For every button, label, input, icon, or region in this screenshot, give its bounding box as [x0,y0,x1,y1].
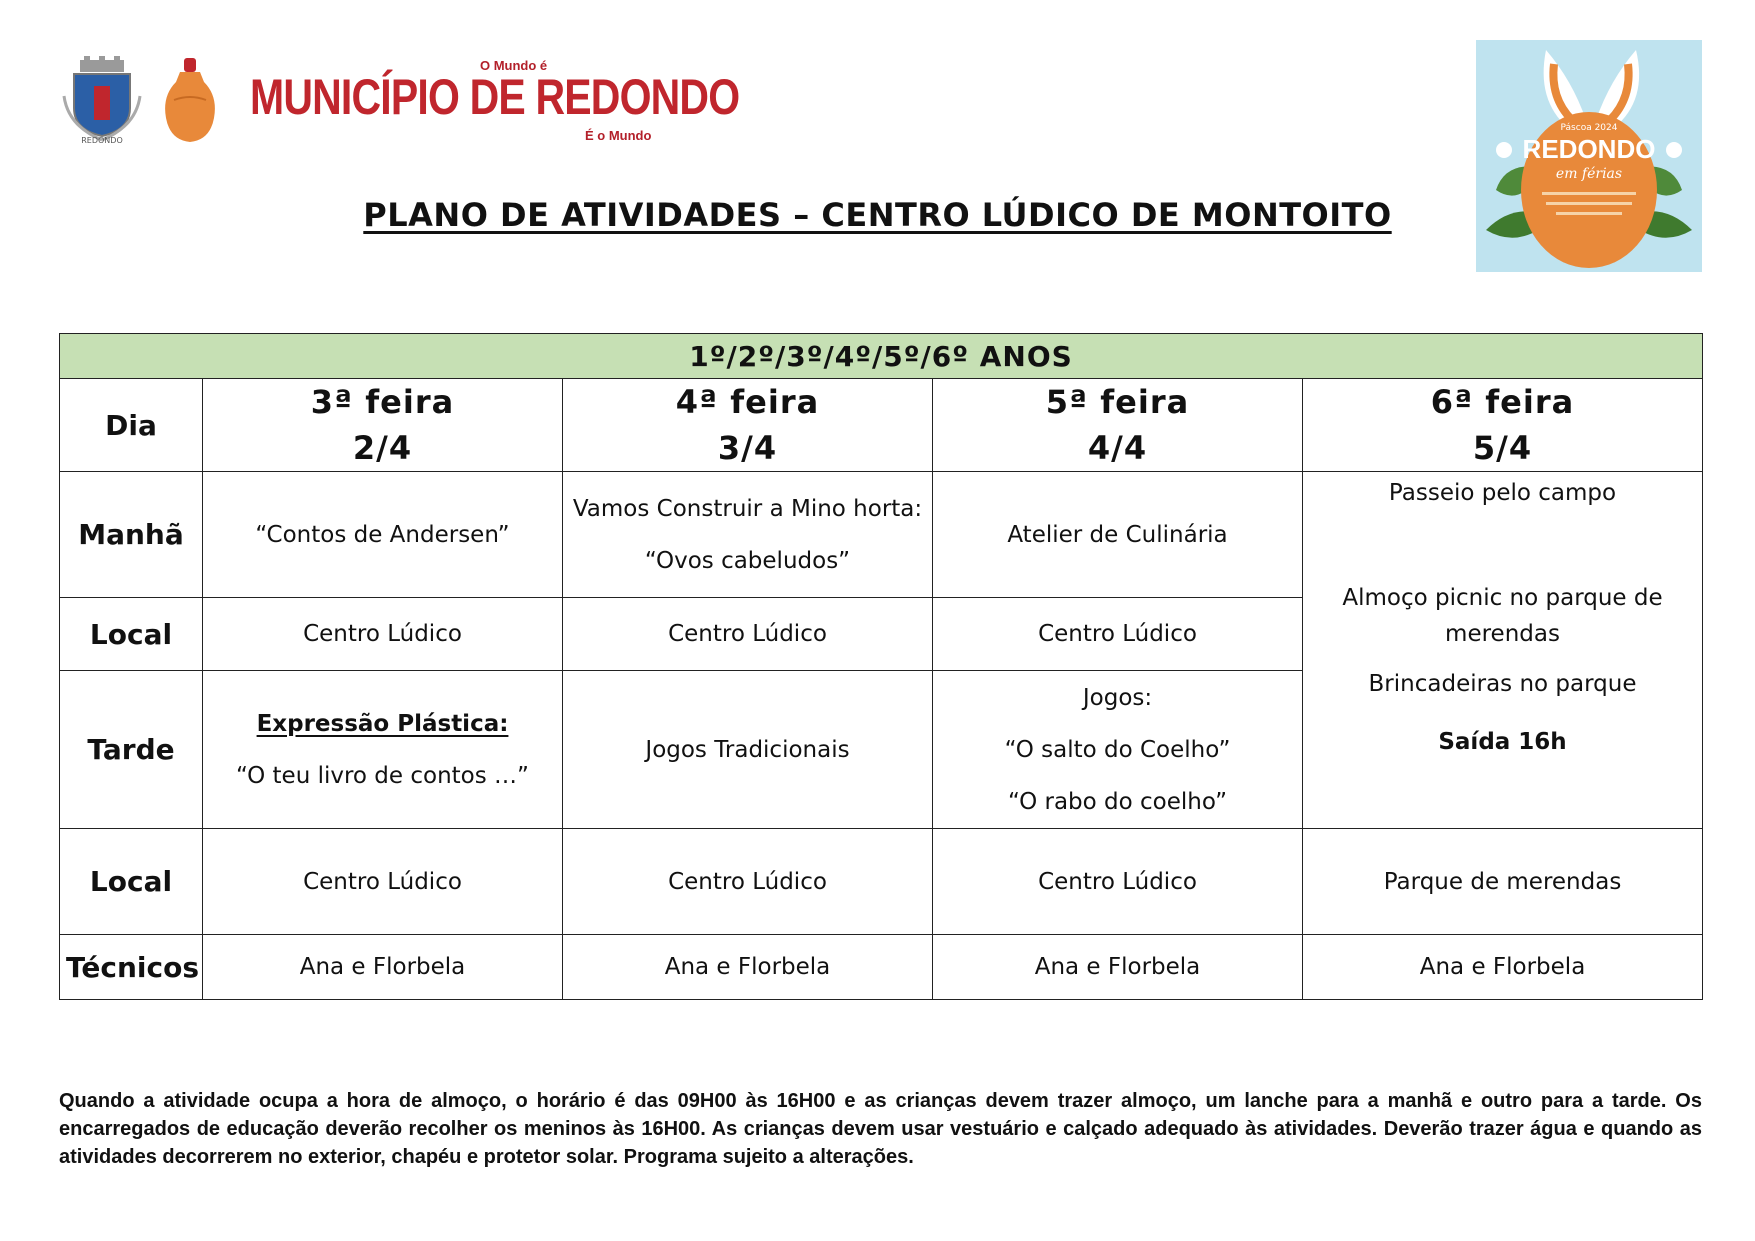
crest-caption: REDONDO [81,136,123,144]
brand-tagline-bottom: É o Mundo [585,128,652,143]
day-date: 4/4 [1087,429,1148,467]
brand-name: MUNICÍPIO DE REDONDO [250,69,740,125]
activity-text: “O teu livro de contos …” [236,762,529,789]
poster-title: REDONDO [1522,134,1656,164]
day-date: 2/4 [352,429,413,467]
activity-text: Atelier de Culinária [1007,521,1228,548]
friday-line: Passeio pelo campo [1388,480,1617,506]
local-cell: Centro Lúdico [203,829,563,935]
activity-text: “Ovos cabeludos” [644,547,851,574]
day-header [563,379,933,472]
day-date: 5/4 [1472,429,1533,467]
activity-text: “O rabo do coelho” [1007,788,1228,815]
row-label-local: Local [60,829,203,935]
local-cell: Parque de merendas [1303,829,1703,935]
tarde-cell [933,671,1303,829]
poster-subtitle: em férias [1555,166,1623,182]
activity-text: Jogos Tradicionais [645,736,850,763]
day-name: 3ª feira [310,383,455,421]
activity-text: “O salto do Coelho” [1004,736,1231,763]
friday-line: Brincadeiras no parque [1368,671,1637,697]
day-name: 5ª feira [1045,383,1190,421]
municipal-crest-logo [58,56,146,144]
manha-cell [203,472,563,598]
easter-holiday-poster [1476,40,1702,272]
day-name: 4ª feira [675,383,820,421]
age-band-header: 1º/2º/3º/4º/5º/6º ANOS [60,334,1703,379]
tecnicos-cell: Ana e Florbela [203,935,563,1000]
footnote: Quando a atividade ocupa a hora de almoço, o horário é das 09H00 às 16H00 e as crianças devem trazer almoço, um lanche para a manhã e outro para a tarde. Os encarregados de educação deverão recolher os meninos às 16H00. As crianças devem usar vestuário e calçado adequado às atividades. Deverão trazer água e quando as atividades decorrerem no exterior, chapéu e protetor solar. Programa sujeito a alterações. [59,1090,1702,1168]
tecnicos-cell: Ana e Florbela [563,935,933,1000]
tecnicos-cell: Ana e Florbela [933,935,1303,1000]
clay-jar-icon [160,56,220,144]
poster-small-text: Páscoa 2024 [1560,123,1618,133]
tarde-cell [203,671,563,829]
row-label-tarde: Tarde [60,671,203,829]
local-cell: Centro Lúdico [933,829,1303,935]
activity-text: Vamos Construir a Mino horta: [572,495,923,522]
local-cell: Centro Lúdico [563,598,933,671]
day-date: 3/4 [717,429,778,467]
row-label-manha: Manhã [60,472,203,598]
row-label-tecnicos: Técnicos [60,935,203,1000]
local-cell: Centro Lúdico [563,829,933,935]
dia-label: Dia [60,379,203,472]
activities-table [59,333,1703,1000]
tecnicos-cell: Ana e Florbela [1303,935,1703,1000]
friday-cell [1303,472,1703,829]
manha-cell [563,472,933,598]
manha-cell [933,472,1303,598]
local-cell: Centro Lúdico [933,598,1303,671]
page-title: PLANO DE ATIVIDADES – CENTRO LÚDICO DE MONTOITO [363,196,1392,234]
day-name: 6ª feira [1430,383,1575,421]
activity-heading: Expressão Plástica: [256,710,509,737]
activity-text: “Contos de Andersen” [255,521,510,548]
brand-tagline-top: O Mundo é [480,58,548,73]
activity-text: Jogos: [1082,684,1153,711]
day-header [203,379,563,472]
friday-line: Almoço picnic no parque de merendas [1342,585,1663,647]
day-header [1303,379,1703,472]
friday-departure: Saída 16h [1438,729,1567,755]
local-cell: Centro Lúdico [203,598,563,671]
day-header [933,379,1303,472]
tarde-cell [563,671,933,829]
row-label-local: Local [60,598,203,671]
